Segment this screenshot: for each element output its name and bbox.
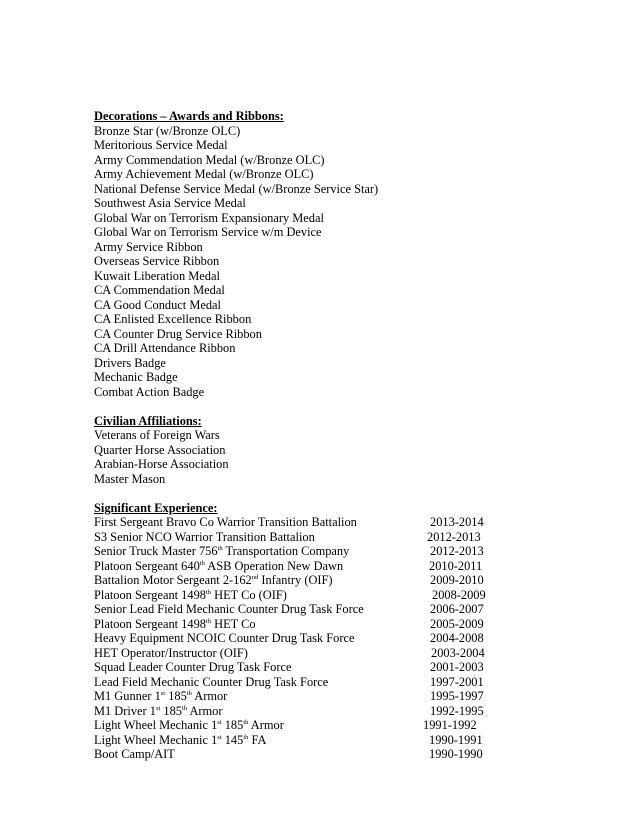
experience-section [94,501,614,762]
experience-title [94,660,291,675]
decoration-item: Bronze Star (w/Bronze OLC) [94,123,241,138]
document-page [94,109,614,762]
ordinal-suffix: th [243,719,249,726]
experience-row [94,675,614,690]
experience-title-part: HET Co (OIF) [211,587,287,602]
experience-title-part: 145 [221,732,244,747]
experience-years: 2013-2014 [430,515,484,529]
experience-row [94,602,614,617]
ordinal-suffix: th [205,617,212,625]
experience-title-part: Lead Field Mechanic Counter Drug Task Force [94,674,329,689]
decorations-heading: Decorations – Awards and Ribbons: [94,109,284,123]
experience-list [94,515,614,762]
experience-title-part: Armor [187,703,223,718]
ordinal-suffix: st [217,733,222,741]
experience-title-part: Heavy Equipment NCOIC Counter Drug Task Force [94,631,355,645]
experience-title [94,559,343,574]
experience-title-part: 185 [165,689,187,703]
experience-title-part: Transportation Company [222,544,350,558]
experience-title [94,515,357,530]
experience-title [94,617,256,632]
experience-years: 1991-1992 [423,718,477,732]
experience-title-part: Armor [248,718,284,732]
civilian-list [94,428,614,486]
decoration-item: CA Counter Drug Service Ribbon [94,326,262,341]
experience-title-part: Light Wheel Mechanic 1 [94,732,218,747]
experience-title [94,704,223,719]
decoration-item: Combat Action Badge [94,384,205,399]
experience-years: 1992-1995 [430,703,484,718]
decoration-item: Meritorious Service Medal [94,138,228,152]
experience-title-part: Armor [191,689,228,703]
experience-title [94,530,315,545]
experience-title-part: HET Co [211,616,256,631]
experience-title [94,631,354,646]
experience-years: 2004-2008 [430,631,484,645]
civilian-section [94,414,614,487]
civilian-item: Quarter Horse Association [94,442,226,457]
experience-row [94,544,614,559]
experience-title-part: Platoon Sergeant 1498 [94,616,206,631]
experience-years: 2012-2013 [427,529,481,544]
experience-row [94,631,614,646]
experience-years: 2012-2013 [430,544,484,558]
experience-years: 2006-2007 [430,602,484,616]
experience-title-part: Platoon Sergeant 1498 [94,587,206,602]
ordinal-suffix: st [155,704,161,712]
decorations-section [94,109,614,399]
decoration-item: Global War on Terrorism Service w/m Device [94,225,322,239]
experience-title-part: M1 Driver 1 [94,703,156,718]
experience-row [94,733,614,748]
experience-title [94,747,175,762]
experience-row [94,559,614,574]
ordinal-suffix: st [160,690,166,697]
experience-row [94,617,614,632]
experience-title-part: S3 Senior NCO Warrior Transition Battalion [94,529,315,544]
decorations-list [94,124,614,400]
experience-row [94,660,614,675]
civilian-item: Master Mason [94,471,166,486]
experience-title [94,588,287,603]
experience-years: 1990-1990 [429,747,483,761]
experience-years: 2001-2003 [430,660,484,674]
experience-years: 2010-2011 [429,558,483,573]
decoration-item: CA Good Conduct Medal [94,297,221,312]
experience-row [94,747,614,762]
experience-row [94,704,614,719]
experience-heading: Significant Experience: [94,500,218,515]
ordinal-suffix: th [243,733,249,741]
experience-row [94,515,614,530]
experience-years: 1990-1991 [429,732,483,747]
ordinal-suffix: th [205,588,212,596]
decoration-item: Army Commendation Medal (w/Bronze OLC) [94,152,325,167]
experience-title-part: ASB Operation New Dawn [204,558,344,573]
ordinal-suffix: th [186,690,192,697]
experience-title-part: HET Operator/Instructor (OIF) [94,645,248,660]
experience-title-part: Senior Lead Field Mechanic Counter Drug Task Force [94,602,364,616]
experience-title [94,718,284,733]
experience-row [94,718,614,733]
experience-row [94,530,614,545]
decoration-item: Global War on Terrorism Expansionary Medal [94,210,324,225]
experience-row [94,646,614,661]
experience-title [94,573,333,588]
experience-row [94,588,614,603]
experience-years: 1997-2001 [430,674,484,689]
ordinal-suffix: th [181,704,188,712]
experience-title-part: Infantry (OIF) [258,573,333,587]
experience-title-part: Battalion Motor Sergeant 2-162 [94,573,252,587]
experience-title [94,646,248,661]
experience-years: 1995-1997 [430,689,484,703]
experience-years: 2008-2009 [432,587,486,602]
ordinal-suffix: st [217,719,222,726]
experience-title-part: 185 [160,703,182,718]
decoration-item: CA Drill Attendance Ribbon [94,341,236,355]
experience-title-part: 185 [221,718,244,732]
experience-years: 2005-2009 [430,616,484,631]
ordinal-suffix: nd [251,574,259,581]
experience-row [94,573,614,588]
experience-title-part: Senior Truck Master 756 [94,544,218,558]
experience-title-part: Squad Leader Counter Drug Task Force [94,660,292,674]
experience-years: 2003-2004 [431,645,485,660]
decoration-item: National Defense Service Medal (w/Bronze Service Star) [94,181,379,196]
decoration-item: Drivers Badge [94,355,166,370]
experience-title-part: FA [248,732,267,747]
experience-title-part: M1 Gunner 1 [94,689,161,703]
civilian-item: Arabian-Horse Association [94,457,229,471]
decoration-item: Army Service Ribbon [94,239,203,254]
decoration-item: Overseas Service Ribbon [94,254,220,268]
civilian-item: Veterans of Foreign Wars [94,428,220,442]
experience-title [94,733,266,748]
experience-title [94,602,364,617]
decoration-item: Mechanic Badge [94,370,178,384]
decoration-item: CA Commendation Medal [94,283,225,297]
experience-title-part: First Sergeant Bravo Co Warrior Transition Battalion [94,515,357,529]
decoration-item: Kuwait Liberation Medal [94,268,220,283]
experience-title-part: Platoon Sergeant 640 [94,558,200,573]
ordinal-suffix: th [199,559,205,567]
experience-title [94,689,227,704]
decoration-item: Southwest Asia Service Medal [94,196,246,210]
civilian-heading: Civilian Affiliations: [94,413,202,428]
experience-title [94,675,328,690]
experience-title [94,544,349,559]
decoration-item: CA Enlisted Excellence Ribbon [94,312,252,326]
experience-title-part: Boot Camp/AIT [94,747,175,761]
experience-title-part: Light Wheel Mechanic 1 [94,718,218,732]
ordinal-suffix: th [217,545,223,552]
experience-years: 2009-2010 [430,573,484,587]
decoration-item: Army Achievement Medal (w/Bronze OLC) [94,167,314,181]
experience-row [94,689,614,704]
